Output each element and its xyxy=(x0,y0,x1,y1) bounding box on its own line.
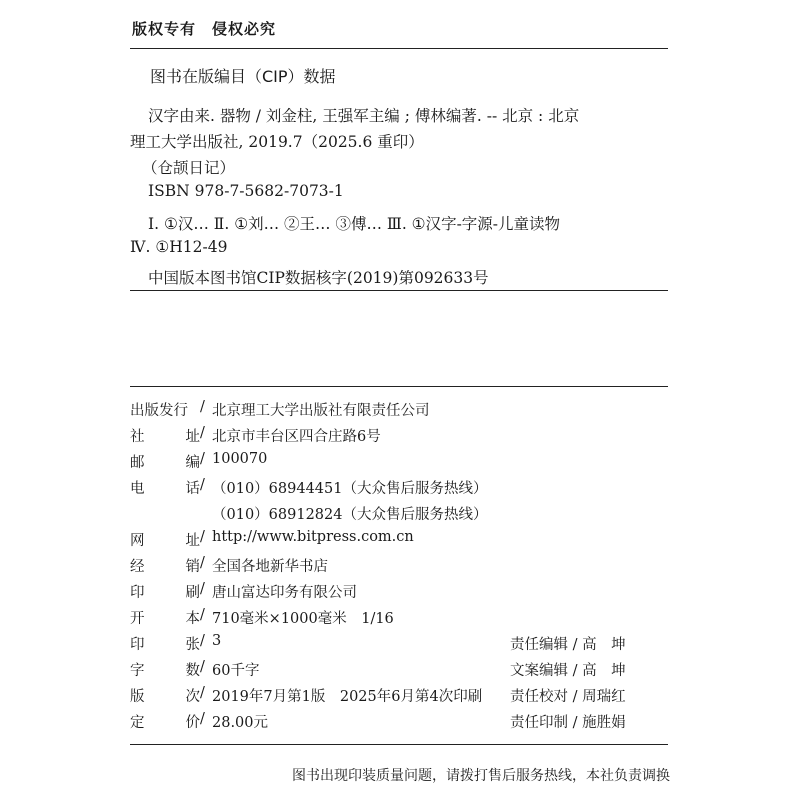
print-manager-value: 施胜娟 xyxy=(582,715,626,731)
cip-title: 图书在版编目（CIP）数据 xyxy=(150,67,336,86)
printer-value: 唐山富达印务有限公司 xyxy=(212,585,357,601)
proofreader-value: 周瑞红 xyxy=(582,689,626,705)
distributor-value: 全国各地新华书店 xyxy=(212,559,328,575)
editor-value: 高 坤 xyxy=(582,637,626,653)
cip-classification-2: Ⅳ. ①H12-49 xyxy=(130,238,228,256)
print-manager-row: 责任印制 / 施胜娟 xyxy=(510,711,626,732)
words-value: 60千字 xyxy=(212,663,260,679)
address-value: 北京市丰台区四合庄路6号 xyxy=(212,429,381,445)
cip-line-1: 汉字由来. 器物 / 刘金柱, 王强军主编 ; 傅林编著. -- 北京 : 北京 xyxy=(148,107,580,125)
publisher-label: 出版发行 xyxy=(130,403,188,419)
cip-number: 中国版本图书馆CIP数据核字(2019)第092633号 xyxy=(148,269,489,287)
cip-line-2: 理工大学出版社, 2019.7（2025.6 重印） xyxy=(130,133,424,151)
copy-editor-row: 文案编辑 / 高 坤 xyxy=(510,659,626,680)
postcode-value: 100070 xyxy=(212,451,268,467)
copy-editor-label: 文案编辑 xyxy=(510,663,568,679)
top-divider xyxy=(130,48,668,49)
phone-value-2: （010）68912824（大众售后服务热线） xyxy=(212,507,488,523)
quality-notice: 图书出现印装质量问题，请拨打售后服务热线，本社负责调换 xyxy=(292,768,670,784)
cip-series: （仓颉日记） xyxy=(142,159,236,177)
copyright-notice: 版权专有 侵权必究 xyxy=(132,20,277,38)
editor-label: 责任编辑 xyxy=(510,637,568,653)
copy-editor-value: 高 坤 xyxy=(582,663,626,679)
publisher-value: 北京理工大学出版社有限责任公司 xyxy=(212,403,430,419)
website-value: http://www.bitpress.com.cn xyxy=(212,529,414,545)
cip-bottom-divider xyxy=(130,290,668,291)
publication-bottom-divider xyxy=(130,744,668,745)
edition-value: 2019年7月第1版 2025年6月第4次印刷 xyxy=(212,689,483,705)
cip-classification-1: Ⅰ. ①汉… Ⅱ. ①刘… ②王… ③傅… Ⅲ. ①汉字-字源-儿童读物 xyxy=(148,215,561,233)
proofreader-row: 责任校对 / 周瑞红 xyxy=(510,685,626,706)
sheets-value: 3 xyxy=(212,633,222,649)
phone-value-1: （010）68944451（大众售后服务热线） xyxy=(212,481,488,497)
cip-isbn: ISBN 978-7-5682-7073-1 xyxy=(148,182,344,200)
editor-row: 责任编辑 / 高 坤 xyxy=(510,633,626,654)
publication-top-divider xyxy=(130,386,668,387)
print-manager-label: 责任印制 xyxy=(510,715,568,731)
format-value: 710毫米×1000毫米 1/16 xyxy=(212,611,394,627)
price-value: 28.00元 xyxy=(212,715,269,731)
proofreader-label: 责任校对 xyxy=(510,689,568,705)
